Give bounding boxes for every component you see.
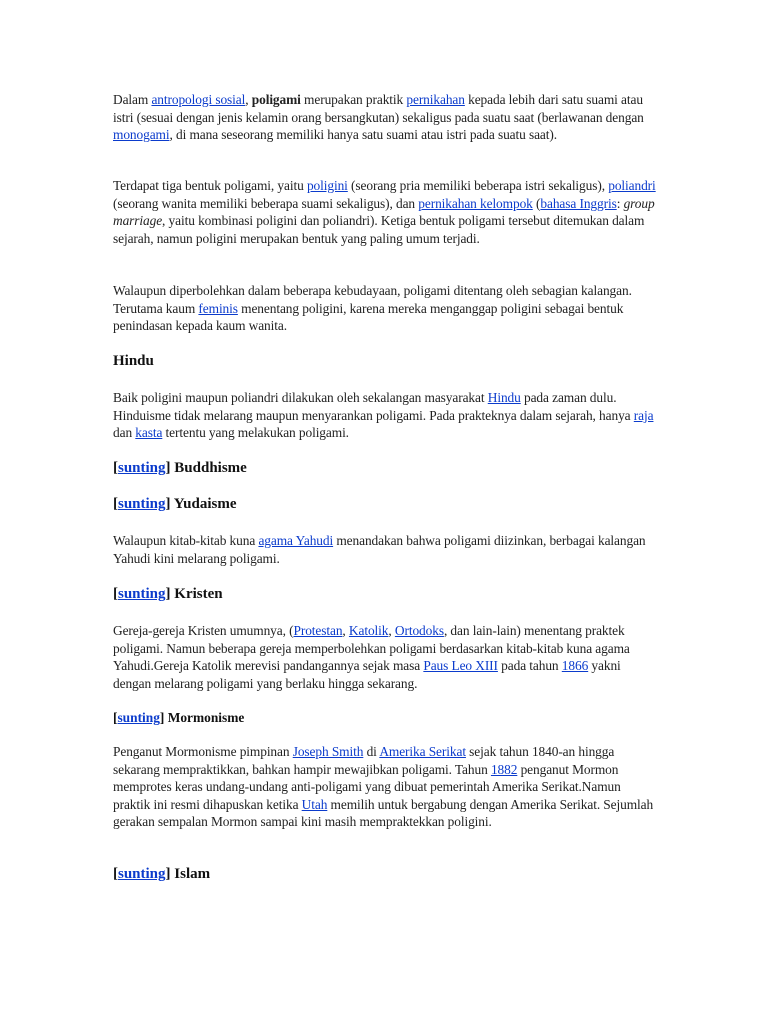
term-group-marriage: group marriage — [113, 195, 655, 229]
bracket-close: ] — [165, 496, 171, 512]
text: dan — [113, 425, 136, 441]
link-raja[interactable]: raja — [633, 407, 654, 423]
heading-hindu: Hindu — [113, 353, 154, 369]
text: pada zaman dulu. Hinduisme tidak melarang maupun menyarankan poligami. Pada prakteknya dalam sejarah, hanya — [113, 390, 634, 423]
kristen-paragraph — [113, 622, 658, 692]
text: Baik poligini maupun poliandri dilakukan oleh sekalangan masyarakat — [113, 390, 488, 405]
bracket-open: [ — [113, 460, 118, 476]
link-feminis[interactable]: feminis — [198, 300, 238, 316]
link-paus-leo-xiii[interactable]: Paus Leo XIII — [423, 658, 498, 674]
bracket-close: ] — [165, 460, 171, 476]
text: : — [616, 195, 624, 211]
link-ortodoks[interactable]: Ortodoks — [394, 623, 444, 638]
text: yakni dengan melarang poligami yang berlaku hingga sekarang. — [113, 658, 621, 691]
edit-link-mormonisme[interactable]: sunting — [117, 710, 160, 725]
text: pada tahun — [497, 658, 562, 674]
bracket-close: ] — [159, 710, 165, 725]
link-pernikahan-kelompok[interactable]: pernikahan kelompok — [418, 195, 533, 211]
heading-islam — [113, 865, 210, 883]
link-kasta[interactable]: kasta — [135, 425, 163, 441]
text: , — [342, 623, 349, 638]
text: di — [363, 744, 380, 759]
heading-text: Kristen — [170, 586, 223, 602]
heading-text: Buddhisme — [170, 460, 247, 476]
bracket-close: ] — [165, 866, 171, 882]
text: ( — [532, 195, 541, 211]
link-monogami[interactable]: monogami — [113, 127, 170, 143]
heading-text: Mormonisme — [164, 710, 245, 725]
edit-link-buddhisme[interactable]: sunting — [118, 460, 166, 476]
term-poligami: poligami — [251, 92, 301, 107]
heading-text: Yudaisme — [170, 496, 237, 512]
text: , — [388, 623, 395, 638]
link-hindu[interactable]: Hindu — [487, 390, 521, 405]
intro-paragraph — [113, 91, 658, 144]
text: Terdapat tiga bentuk poligami, yaitu — [113, 178, 307, 193]
edit-link-kristen[interactable]: sunting — [118, 586, 166, 602]
text: Dalam — [113, 92, 152, 107]
text: menandakan bahwa poligami diizinkan, berbagai kalangan Yahudi kini melarang poligami. — [113, 533, 646, 566]
heading-kristen — [113, 585, 223, 603]
heading-mormonisme — [113, 709, 244, 727]
text: memilih untuk bergabung dengan Amerika Serikat. Sejumlah gerakan sempalan Mormon sampai kini masih mempraktekkan poligini. — [113, 796, 654, 830]
link-poliandri[interactable]: poliandri — [608, 178, 656, 193]
text: menentang poligini, karena mereka menganggap poligini sebagai bentuk penindasan kepada kaum wanita. — [113, 300, 624, 334]
text: (seorang pria memiliki beberapa istri sekaligus), — [347, 178, 609, 193]
culture-paragraph — [113, 282, 658, 335]
heading-buddhisme — [113, 459, 247, 477]
mormon-paragraph — [113, 743, 658, 831]
bracket-open: [ — [113, 710, 118, 725]
link-bahasa-inggris[interactable]: bahasa Inggris — [540, 195, 617, 211]
bracket-open: [ — [113, 496, 118, 512]
heading-text: Islam — [170, 866, 211, 882]
text: (seorang wanita memiliki beberapa suami sekaligus), dan — [113, 195, 419, 211]
link-amerika-serikat[interactable]: Amerika Serikat — [379, 744, 466, 759]
text: sejak tahun 1840-an hingga sekarang mempraktikkan, bahkan hampir mewajibkan poligami. Tahun — [113, 744, 615, 777]
text: merupakan praktik — [300, 92, 407, 107]
text: Gereja-gereja Kristen umumnya, ( — [113, 623, 294, 638]
edit-link-islam[interactable]: sunting — [118, 866, 166, 882]
link-katolik[interactable]: Katolik — [348, 623, 389, 638]
text: , dan lain-lain) menentang praktek poligami. Namun beberapa gereja memperbolehkan poligami berdasarkan kitab-kitab kuna agama Yahudi.Gereja Katolik merevisi pandangannya sejak masa — [113, 623, 630, 674]
link-agama-yahudi[interactable]: agama Yahudi — [258, 533, 334, 548]
link-joseph-smith[interactable]: Joseph Smith — [292, 744, 364, 759]
forms-paragraph — [113, 177, 658, 247]
link-1866[interactable]: 1866 — [561, 658, 589, 674]
text: kepada lebih dari satu suami atau istri (sesuai dengan jenis kelamin orang bersangkutan) sekaligus pada suatu saat (berlawanan dengan — [113, 92, 644, 125]
text: tertentu yang melakukan poligami. — [162, 425, 349, 441]
bracket-open: [ — [113, 866, 118, 882]
link-protestan[interactable]: Protestan — [293, 623, 343, 638]
bracket-open: [ — [113, 586, 118, 602]
heading-yudaisme — [113, 495, 237, 513]
link-1882[interactable]: 1882 — [490, 761, 518, 777]
text: , di mana seseorang memiliki hanya satu suami atau istri pada suatu saat). — [169, 127, 557, 143]
text: Walaupun diperbolehkan dalam beberapa kebudayaan, poligami ditentang oleh sebagian kalangan. Terutama kaum — [113, 283, 632, 316]
text: Penganut Mormonisme pimpinan — [113, 744, 293, 759]
edit-link-yudaisme[interactable]: sunting — [118, 496, 166, 512]
yudaisme-paragraph — [113, 532, 658, 567]
link-pernikahan[interactable]: pernikahan — [406, 92, 465, 107]
link-antropologi-sosial[interactable]: antropologi sosial — [151, 92, 246, 107]
bracket-close: ] — [165, 586, 171, 602]
text: penganut Mormon memprotes keras undang-undang anti-poligami yang dibuat pemerintah Amerika Serikat.Namun praktik ini resmi dihapuskan ketika — [113, 761, 621, 812]
link-poligini[interactable]: poligini — [306, 178, 348, 193]
text: , — [245, 92, 252, 107]
text: Walaupun kitab-kitab kuna — [113, 533, 259, 548]
hindu-paragraph — [113, 389, 658, 442]
link-utah[interactable]: Utah — [301, 796, 328, 812]
text: , yaitu kombinasi poligini dan poliandri). Ketiga bentuk poligami tersebut ditemukan dalam sejarah, namun poligini merupakan bentuk yang paling umum terjadi. — [113, 213, 645, 246]
